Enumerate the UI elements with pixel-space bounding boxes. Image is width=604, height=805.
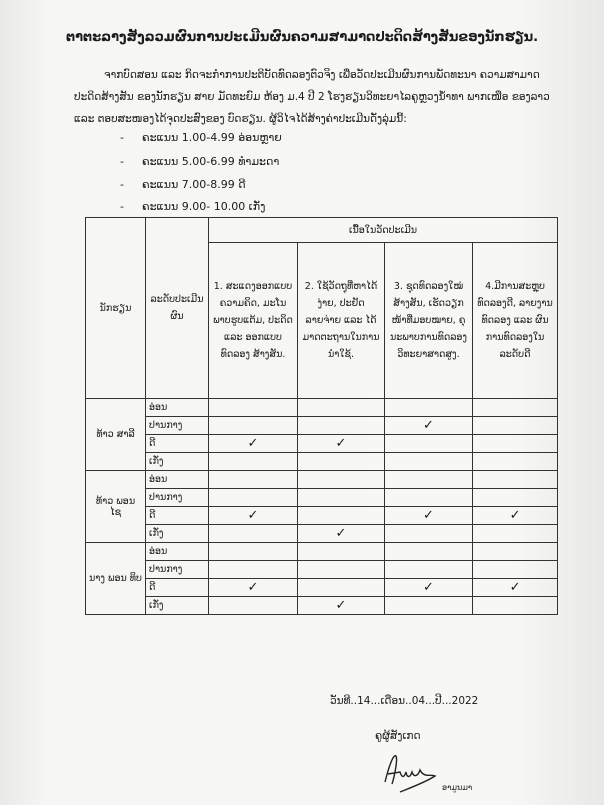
empty-cell bbox=[473, 417, 558, 435]
empty-cell bbox=[209, 399, 298, 417]
check-mark: ✓ bbox=[473, 507, 558, 525]
empty-cell bbox=[473, 471, 558, 489]
empty-cell bbox=[473, 399, 558, 417]
level-label: ເກັ່ງ bbox=[146, 597, 209, 615]
document-title: ຕາຕະລາງສັງລວມຜົນການປະເມີນຜົນຄວາມສາມາດປະດິດສ້າງສັນຂອງນັກຮຽນ. bbox=[65, 30, 539, 45]
empty-cell bbox=[385, 471, 473, 489]
check-mark: ✓ bbox=[209, 507, 298, 525]
empty-cell bbox=[298, 453, 385, 471]
level-label: ດີ bbox=[146, 579, 209, 597]
scale-text: ຄະແນນ 9.00- 10.00 ເກັ່ງ bbox=[142, 200, 266, 213]
check-mark: ✓ bbox=[473, 579, 558, 597]
table-row bbox=[86, 579, 558, 597]
check-mark: ✓ bbox=[209, 579, 298, 597]
empty-cell bbox=[298, 489, 385, 507]
scale-item: - ຄະແນນ 9.00- 10.00 ເກັ່ງ bbox=[120, 200, 266, 213]
empty-cell bbox=[473, 453, 558, 471]
empty-cell bbox=[298, 507, 385, 525]
scale-text: ຄະແນນ 7.00-8.99 ດີ bbox=[142, 178, 246, 191]
empty-cell bbox=[298, 561, 385, 579]
signature-drawing bbox=[380, 752, 490, 797]
empty-cell bbox=[298, 399, 385, 417]
empty-cell bbox=[473, 489, 558, 507]
table-row bbox=[86, 471, 558, 489]
date-line: ວັນທີ..14...ເດືອນ..04...ປີ...2022 bbox=[330, 695, 479, 707]
table-row bbox=[86, 543, 558, 561]
empty-cell bbox=[473, 597, 558, 615]
level-label: ອ່ອນ bbox=[146, 471, 209, 489]
level-label: ອ່ອນ bbox=[146, 543, 209, 561]
empty-cell bbox=[385, 597, 473, 615]
header-criterion-3: 3. ຊຸດທົດລອງໃໝ່ສ້າງສັນ, ເຮັດວຽກໜ້າທີ່ມອບໝາຍ, ຄຸນະພາບການທົດລອງວິທະຍາສາດສູງ. bbox=[385, 243, 473, 399]
table-row bbox=[86, 597, 558, 615]
check-mark: ✓ bbox=[385, 507, 473, 525]
empty-cell bbox=[473, 525, 558, 543]
table-row bbox=[86, 507, 558, 525]
level-label: ດີ bbox=[146, 507, 209, 525]
header-criterion-2: 2. ໃຊ້ວັດຖຸທີ່ຫາໄດ້ງ່າຍ, ປະຢັດລາຍຈ່າຍ ແລະ ໄດ້ມາດຕະຖານໃນການນຳໃຊ້. bbox=[298, 243, 385, 399]
level-label: ປານກາງ bbox=[146, 489, 209, 507]
empty-cell bbox=[209, 561, 298, 579]
empty-cell bbox=[385, 453, 473, 471]
header-criterion-1: 1. ສະແດງອອກແບບຄວາມຄິດ, ມະໂນພາບຮູບແຕ້ມ, ປະດິດ ແລະ ອອກແບບທົດລອງ ສ້າງສັນ. bbox=[209, 243, 298, 399]
level-label: ປານກາງ bbox=[146, 417, 209, 435]
empty-cell bbox=[209, 543, 298, 561]
table-row bbox=[86, 453, 558, 471]
signer-label: ຄູຜູ້ສັງເກດ bbox=[375, 730, 421, 742]
empty-cell bbox=[298, 543, 385, 561]
level-label: ເກັ່ງ bbox=[146, 453, 209, 471]
empty-cell bbox=[385, 561, 473, 579]
empty-cell bbox=[385, 435, 473, 453]
empty-cell bbox=[209, 471, 298, 489]
table-row bbox=[86, 489, 558, 507]
level-label: ອ່ອນ bbox=[146, 399, 209, 417]
empty-cell bbox=[473, 561, 558, 579]
empty-cell bbox=[209, 489, 298, 507]
table-row bbox=[86, 435, 558, 453]
assessment-table bbox=[85, 217, 558, 615]
header-student: ນັກຮຽນ bbox=[86, 218, 146, 399]
table-row bbox=[86, 561, 558, 579]
empty-cell bbox=[209, 453, 298, 471]
empty-cell bbox=[473, 543, 558, 561]
empty-cell bbox=[209, 597, 298, 615]
level-label: ເກັ່ງ bbox=[146, 525, 209, 543]
empty-cell bbox=[385, 489, 473, 507]
check-mark: ✓ bbox=[298, 435, 385, 453]
header-level: ລະດັບປະເມີນຜົນ bbox=[146, 218, 209, 399]
signature bbox=[380, 752, 490, 801]
header-criterion-4: 4.ມີການສະຫຼຸບທົດລອງດີ, ລາຍງານທົດລອງ ແລະ ຜົນການທົດລອງໃນລະດັບດີ bbox=[473, 243, 558, 399]
empty-cell bbox=[298, 417, 385, 435]
table-row bbox=[86, 525, 558, 543]
check-mark: ✓ bbox=[385, 579, 473, 597]
empty-cell bbox=[298, 471, 385, 489]
scale-text: ຄະແນນ 5.00-6.99 ທຳມະດາ bbox=[142, 155, 280, 168]
scale-text: ຄະແນນ 1.00-4.99 ອ່ອນຫຼາຍ bbox=[142, 131, 282, 144]
intro-paragraph: ຈາກບົດສອນ ແລະ ກິດຈະກຳການປະຕິບັດທົດລອງຕົວຈິງ ເພື່ອວັດປະເມີນຜົນການພັດທະນາ ຄວາມສາມາດ ປະດິດສ້າງສັນ ຂອງນັກຮຽນ ສາຍ ມັດທະຍົມ ຫ້ອງ ມ.4 ປີ 2 ໂຮງຮຽນວິທະຍາໄລຄູຫຼວງນ້ຳທາ ພາກເໜືອ ຂອງລາວ ແລະ ຕອບສະໜອງໄດ້ຈຸດປະສົງຂອງ ບົດຮຽນ. ຜູ້ວິໄຈໄດ້ສ້າງຄ່າປະເມີນດັ່ງລຸ່ມນີ້: bbox=[74, 69, 550, 125]
check-mark: ✓ bbox=[298, 597, 385, 615]
check-mark: ✓ bbox=[209, 435, 298, 453]
empty-cell bbox=[209, 417, 298, 435]
student-name: ທ້າວ ສາລີ bbox=[86, 399, 146, 471]
signature-text: ອາມູນມາ bbox=[442, 783, 473, 792]
student-name: ທ້າວ ພອນ ໄຊ bbox=[86, 471, 146, 543]
scale-item: - ຄະແນນ 5.00-6.99 ທຳມະດາ bbox=[120, 155, 280, 168]
empty-cell bbox=[298, 579, 385, 597]
check-mark: ✓ bbox=[385, 417, 473, 435]
empty-cell bbox=[385, 543, 473, 561]
empty-cell bbox=[385, 525, 473, 543]
table-row bbox=[86, 399, 558, 417]
empty-cell bbox=[385, 399, 473, 417]
empty-cell bbox=[473, 435, 558, 453]
level-label: ດີ bbox=[146, 435, 209, 453]
header-criteria-group: ເນື້ອໃນວັດປະເມີນ bbox=[209, 218, 558, 243]
scale-item: - ຄະແນນ 1.00-4.99 ອ່ອນຫຼາຍ bbox=[120, 131, 282, 144]
empty-cell bbox=[209, 525, 298, 543]
level-label: ປານກາງ bbox=[146, 561, 209, 579]
table-row bbox=[86, 417, 558, 435]
scale-item: - ຄະແນນ 7.00-8.99 ດີ bbox=[120, 178, 246, 191]
student-name: ນາງ ພອນ ທິບ bbox=[86, 543, 146, 615]
check-mark: ✓ bbox=[298, 525, 385, 543]
